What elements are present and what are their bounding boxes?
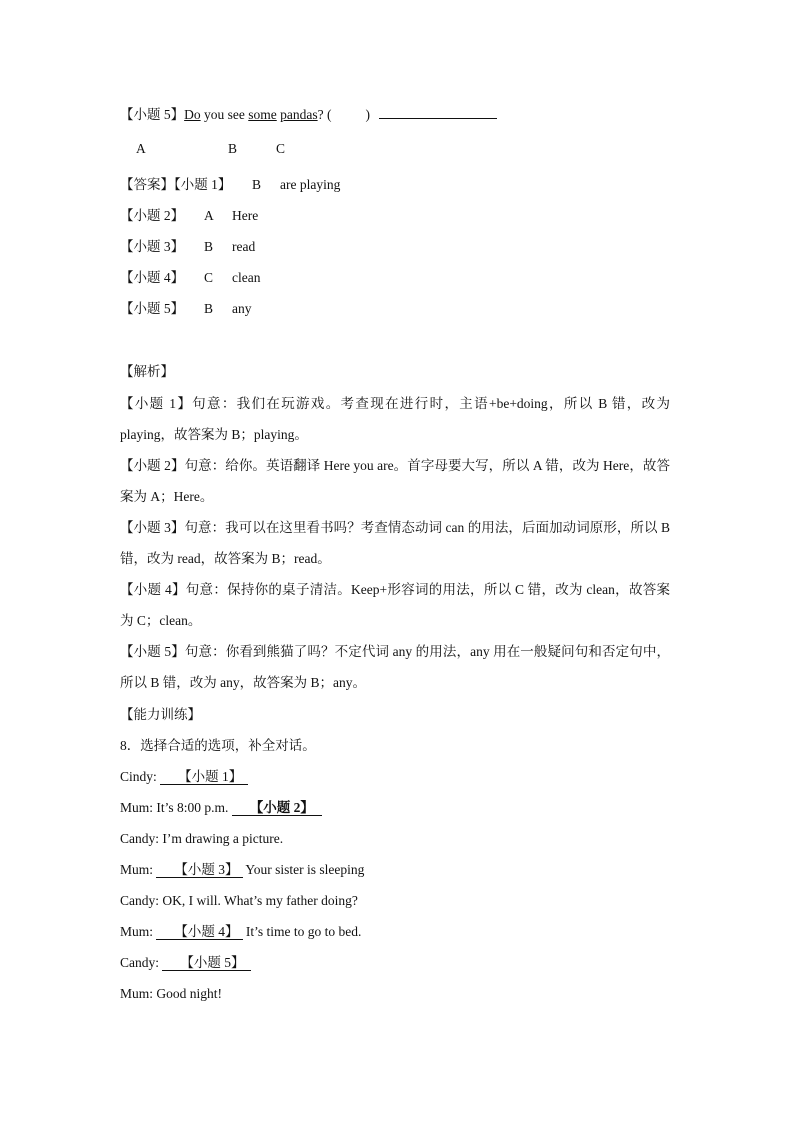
dialogue-line-2 xyxy=(120,799,322,817)
answer-row-4 xyxy=(120,269,261,287)
dialogue-line-3 xyxy=(120,830,283,848)
q5-paren-close: ) xyxy=(365,107,370,122)
analysis-header: 【解析】 xyxy=(120,364,174,379)
dialogue-blank-5[interactable]: 【小题 5】 xyxy=(162,955,250,971)
answer-label: 【小题 1】 xyxy=(174,177,232,192)
answer-row-1 xyxy=(120,176,341,194)
training-header: 【能力训练】 xyxy=(120,707,201,722)
answer-label: 【小题 3】 xyxy=(120,239,185,254)
dialogue-text: It’s time to go to bed. xyxy=(242,924,362,939)
analysis-paragraph-1: 【小题 1】句意：我们在玩游戏。考查现在进行时，主语+be+doing，所以 B 错，改为 playing，故答案为 B；playing。 xyxy=(120,396,670,442)
dialogue-text: Your sister is sleeping xyxy=(242,862,365,877)
answer-letter: B xyxy=(204,239,214,254)
answer-word: clean xyxy=(232,270,261,285)
answer-word: any xyxy=(232,301,252,316)
dialogue-line-7 xyxy=(120,954,251,972)
q5-paren-open: ? ( xyxy=(317,107,332,122)
answer-label: 【小题 5】 xyxy=(120,301,185,316)
answer-letter: B xyxy=(204,301,214,316)
answer-word: read xyxy=(232,239,256,254)
dialogue-text: Candy: I’m drawing a picture. xyxy=(120,831,284,846)
dialogue-text: Cindy: xyxy=(120,769,161,784)
answer-row-3 xyxy=(120,238,256,256)
option-c: C xyxy=(276,141,286,156)
training-question: 8．选择合适的选项，补全对话。 xyxy=(120,738,316,753)
answer-blank[interactable] xyxy=(379,104,497,119)
question-5-line xyxy=(120,104,497,124)
underlined-word-do: Do xyxy=(184,107,201,122)
answer-letter: A xyxy=(204,208,214,223)
analysis-paragraph-4: 【小题 4】句意：保持你的桌子清洁。Keep+形容词的用法，所以 C 错，改为 clean，故答案为 C；clean。 xyxy=(120,582,670,628)
dialogue-text: Mum: It’s 8:00 p.m. xyxy=(120,800,232,815)
answer-word: are playing xyxy=(280,177,341,192)
underlined-word-pandas: pandas xyxy=(280,107,318,122)
dialogue-blank-2[interactable]: 【小题 2】 xyxy=(232,800,322,816)
dialogue-text: Mum: xyxy=(120,862,157,877)
underlined-word-some: some xyxy=(248,107,277,122)
answer-word: Here xyxy=(232,208,259,223)
dialogue-blank-4[interactable]: 【小题 4】 xyxy=(156,924,242,940)
answer-row-5 xyxy=(120,300,252,318)
dialogue-line-5 xyxy=(120,892,358,910)
answer-letter: B xyxy=(252,177,262,192)
answer-letter: C xyxy=(204,270,214,285)
dialogue-text: Mum: Good night! xyxy=(120,986,223,1001)
option-a: A xyxy=(136,141,146,156)
option-b: B xyxy=(228,141,238,156)
dialogue-text: Candy: OK, I will. What’s my father doing? xyxy=(120,893,358,908)
analysis-paragraph-3: 【小题 3】句意：我可以在这里看书吗？考查情态动词 can 的用法，后面加动词原形，所以 B 错，改为 read，故答案为 B；read。 xyxy=(120,520,670,566)
answer-row-2 xyxy=(120,207,259,225)
dialogue-line-6 xyxy=(120,923,361,941)
question-5-label: 【小题 5】 xyxy=(120,107,185,122)
answer-label: 【小题 4】 xyxy=(120,270,185,285)
q5-text: you see xyxy=(200,107,249,122)
dialogue-text: Candy: xyxy=(120,955,163,970)
dialogue-text: Mum: xyxy=(120,924,157,939)
analysis-paragraph-2: 【小题 2】句意：给你。英语翻译 Here you are。首字母要大写，所以 A 错，改为 Here，故答案为 A；Here。 xyxy=(120,458,670,504)
dialogue-line-4 xyxy=(120,861,364,879)
answer-header: 【答案】 xyxy=(120,177,174,192)
dialogue-line-1 xyxy=(120,768,248,786)
analysis-paragraph-5: 【小题 5】句意：你看到熊猫了吗？不定代词 any 的用法，any 用在一般疑问句和否定句中，所以 B 错，改为 any，故答案为 B；any。 xyxy=(120,644,670,690)
dialogue-line-8 xyxy=(120,985,222,1003)
dialogue-blank-3[interactable]: 【小题 3】 xyxy=(156,862,242,878)
answer-label: 【小题 2】 xyxy=(120,208,185,223)
dialogue-blank-1[interactable]: 【小题 1】 xyxy=(160,769,248,785)
